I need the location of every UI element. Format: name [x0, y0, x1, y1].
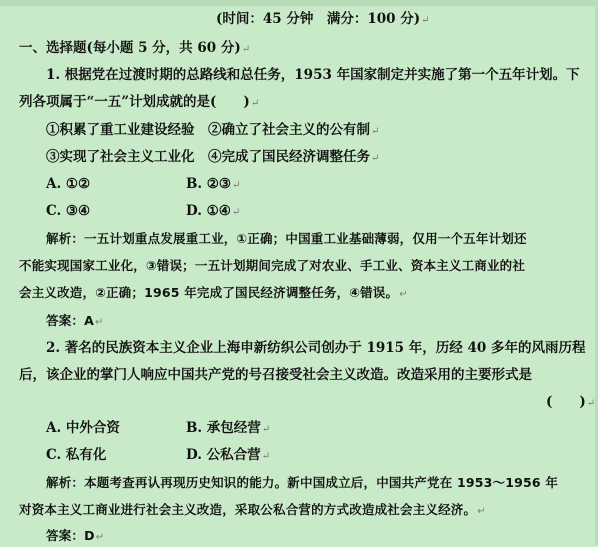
q2-answer-line	[46, 527, 104, 547]
q2-analysis-line-2	[19, 501, 486, 521]
q2-stem-line-1	[46, 339, 585, 357]
q2-answer-paren	[546, 393, 595, 413]
q2-stem-text-2: 后，该企业的掌门人响应中国共产党的号召接受社会主义改造。改造采用的主要形式是	[19, 367, 532, 383]
q1-option-d	[186, 202, 240, 222]
q1-option-c-text: C. ③④	[46, 203, 91, 219]
paragraph-mark: ↵	[586, 398, 596, 409]
q1-items-line-2	[46, 148, 379, 168]
q1-option-a	[46, 175, 90, 193]
time-info: (时间：45 分钟 满分：100 分)	[216, 11, 421, 27]
paragraph-mark: ↵	[95, 532, 105, 543]
q2-analysis-text-1: 解析：本题考查再认再现历史知识的能力。新中国成立后，中国共产党在 1953～1956 年	[46, 475, 559, 490]
q1-stem-line-1	[46, 66, 580, 84]
paragraph-mark: ↵	[232, 180, 241, 191]
section-title-line	[19, 39, 250, 59]
q1-stem-text-2: 列各项属于“一五”计划成就的是( )	[19, 94, 250, 110]
q1-analysis-text-3: 会主义改造，②正确；1965 年完成了国民经济调整任务，④错误。	[19, 285, 399, 300]
q1-analysis-line-2	[19, 257, 525, 275]
q2-option-d-text: D. 公私合营	[186, 447, 261, 463]
q1-analysis-text-1: 解析：一五计划重点发展重工业，①正确；中国重工业基础薄弱，仅用一个五年计划还	[46, 231, 527, 246]
q1-items-text-2: ③实现了社会主义工业化 ④完成了国民经济调整任务	[46, 149, 370, 165]
q1-items-text-1: ①积累了重工业建设经验 ②确立了社会主义的公有制	[46, 122, 370, 138]
q1-stem-text-1: 1. 根据党在过渡时期的总路线和总任务，1953 年国家制定并实施了第一个五年计划。下	[46, 67, 580, 83]
q2-option-a-text: A. 中外合资	[46, 420, 120, 436]
time-info-line	[216, 10, 430, 30]
q2-answer: 答案：D	[46, 528, 95, 543]
q2-option-c	[46, 446, 106, 464]
paragraph-mark: ↵	[261, 424, 271, 435]
section-title: 一、选择题(每小题 5 分，共 60 分)	[19, 40, 241, 56]
q2-option-b-text: B. 承包经营	[186, 420, 261, 436]
paragraph-mark: ↵	[241, 44, 251, 55]
q1-items-line-1	[46, 121, 379, 141]
q1-stem-line-2	[19, 93, 259, 113]
paragraph-mark: ↵	[231, 207, 241, 218]
q1-option-b-text: B. ②③	[186, 176, 232, 192]
q2-stem-text-1: 2. 著名的民族资本主义企业上海申新纺织公司创办于 1915 年，历经 40 多年的风雨历程	[46, 340, 586, 356]
q2-option-b	[186, 419, 270, 439]
paragraph-mark: ↵	[261, 451, 271, 462]
paragraph-mark: ↵	[371, 153, 380, 164]
paragraph-mark: ↵	[371, 126, 380, 137]
q2-paren-text: ( )	[546, 394, 586, 410]
q1-analysis-line-1	[46, 230, 527, 248]
top-edge	[0, 0, 598, 6]
q2-analysis-line-1	[46, 474, 558, 492]
paragraph-mark: ↵	[399, 289, 408, 300]
q1-option-c	[46, 202, 90, 220]
paragraph-mark: ↵	[421, 15, 430, 26]
paragraph-mark: ↵	[94, 317, 104, 328]
q2-analysis-text-2: 对资本主义工商业进行社会主义改造，采取公私合营的方式改造成社会主义经济。	[19, 502, 477, 517]
q1-option-b	[186, 175, 240, 195]
q2-option-d	[186, 446, 270, 466]
paragraph-mark: ↵	[250, 98, 260, 109]
q1-analysis-text-2: 不能实现国家工业化，③错误；一五计划期间完成了对农业、手工业、资本主义工商业的社	[19, 258, 526, 273]
paragraph-mark: ↵	[477, 506, 486, 517]
q2-option-c-text: C. 私有化	[46, 447, 107, 463]
q1-answer-line	[46, 312, 104, 332]
q1-answer: 答案：A	[46, 313, 94, 328]
q1-option-a-text: A. ①②	[46, 176, 91, 192]
q1-analysis-line-3	[19, 284, 408, 304]
q2-stem-line-2	[19, 366, 532, 384]
q2-option-a	[46, 419, 120, 437]
q1-option-d-text: D. ①④	[186, 203, 231, 219]
